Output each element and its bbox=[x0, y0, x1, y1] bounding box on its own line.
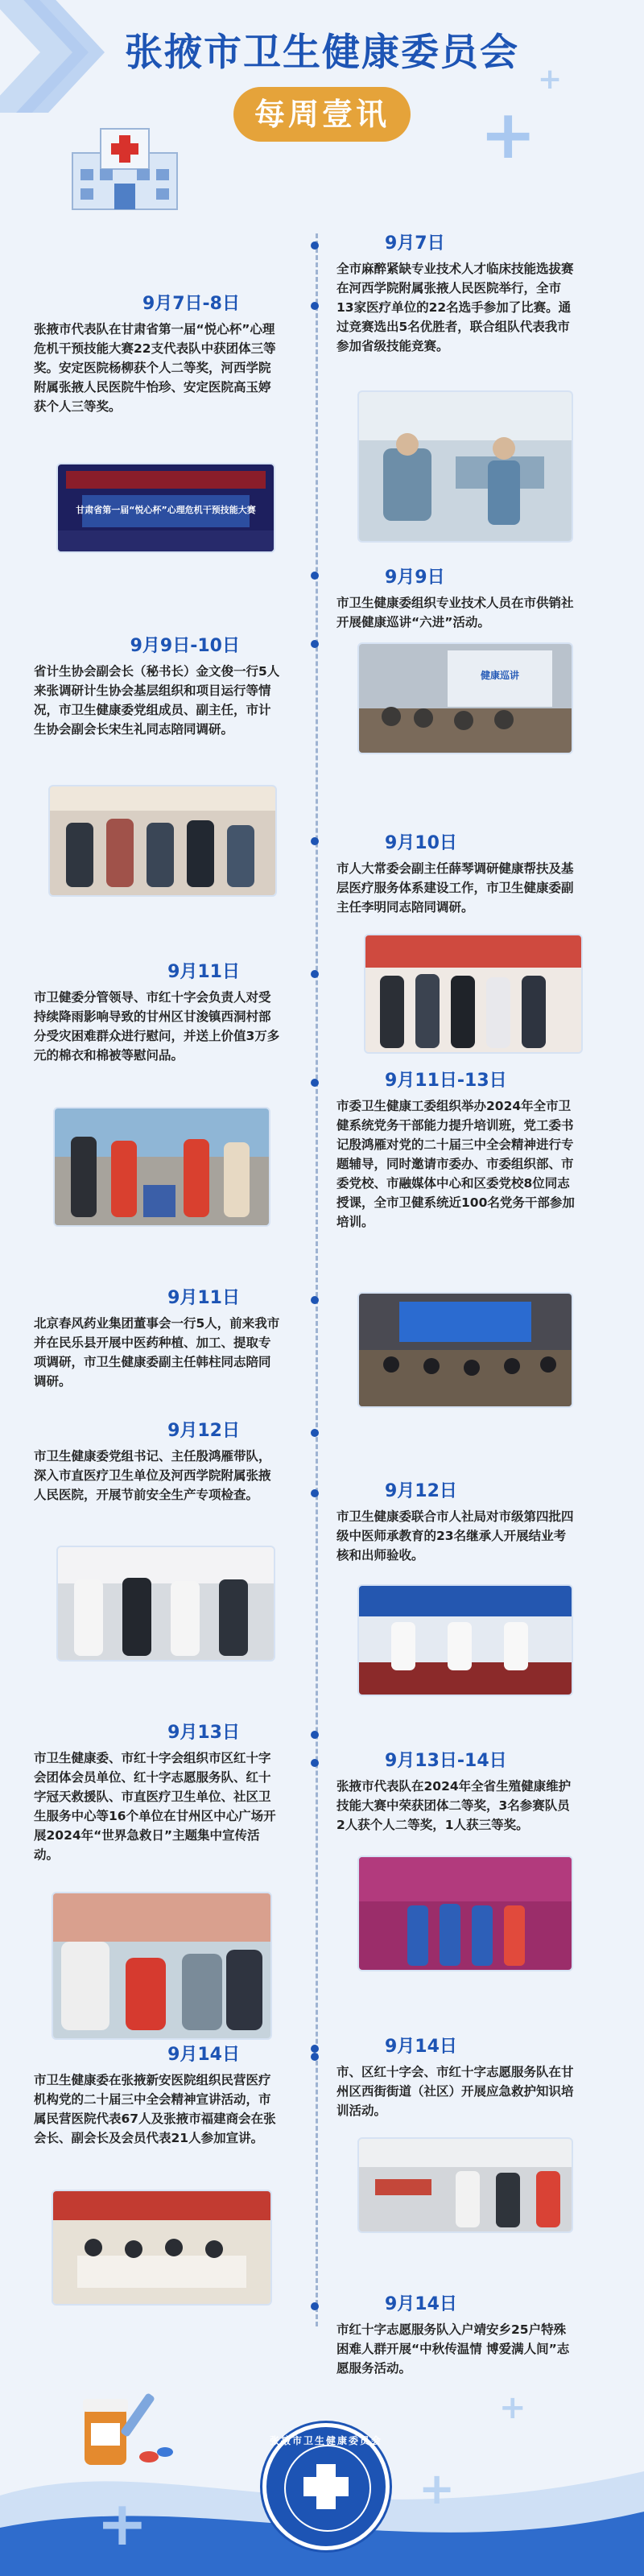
entry-text: 市红十字志愿服务队入户靖安乡25户特殊困难人群开展“中秋传温情 博爱满人间”志愿服务活动。 bbox=[336, 2322, 570, 2376]
hospital-icon bbox=[64, 121, 185, 217]
timeline-entry bbox=[34, 1719, 280, 1864]
timeline-entry bbox=[336, 2290, 578, 2378]
entry-date: 9月14日 bbox=[385, 2294, 457, 2314]
photo-npc-visit bbox=[364, 934, 583, 1054]
timeline-dot bbox=[311, 1429, 319, 1437]
entry-date: 9月9日-10日 bbox=[130, 636, 240, 656]
photo-private-hospital-lecture bbox=[52, 2190, 272, 2306]
timeline-dot bbox=[311, 1759, 319, 1767]
entry-text: 市卫生健康委组织专业技术人员在市供销社开展健康巡讲“六进”活动。 bbox=[336, 596, 574, 630]
photo-psych-contest bbox=[56, 463, 275, 553]
timeline-dot bbox=[311, 970, 319, 978]
timeline-dot bbox=[311, 2045, 319, 2053]
entry-text: 市卫生健康委、市红十字会组织市区红十字会团体会员单位、红十字志愿服务队、红十字冠天救援队、市直医疗卫生单位、社区卫生服务中心等16个单位在甘州区中心广场开展2024年“世界急救日”主题集中宣传活动。 bbox=[34, 1751, 276, 1863]
timeline-entry bbox=[336, 1747, 578, 1835]
entry-text: 市卫生健康委联合市人社局对市级第四批四级中医师承教育的23名继承人开展结业考核和出师验收。 bbox=[336, 1509, 574, 1563]
health-talk-banner: 健康巡讲 bbox=[480, 670, 519, 681]
timeline-entry bbox=[34, 1284, 280, 1391]
page-title: 张掖市卫生健康委员会 bbox=[125, 31, 519, 75]
plus-decoration-icon: + bbox=[499, 2389, 526, 2426]
entry-date: 9月12日 bbox=[167, 1421, 240, 1441]
photo-tcm-assessment bbox=[357, 1584, 573, 1696]
photo-family-planning-visit bbox=[48, 785, 277, 897]
timeline-dot bbox=[311, 1731, 319, 1739]
entry-date: 9月12日 bbox=[385, 1481, 457, 1501]
photo-health-talk bbox=[357, 642, 573, 754]
timeline-dot bbox=[311, 1296, 319, 1304]
timeline-entry bbox=[336, 1477, 578, 1565]
timeline-entry bbox=[336, 229, 578, 356]
entry-date: 9月14日 bbox=[167, 2045, 240, 2065]
timeline-entry bbox=[34, 632, 280, 739]
entry-date: 9月13日-14日 bbox=[385, 1751, 507, 1771]
timeline-entry bbox=[336, 564, 578, 632]
plus-decoration-icon: + bbox=[419, 2463, 456, 2514]
photo-relief-visit bbox=[53, 1107, 270, 1227]
psych-contest-banner: 甘肃省第一届“悦心杯”心理危机干预技能大赛 bbox=[76, 505, 256, 515]
entry-text: 市卫生健康委党组书记、主任殷鸿雁带队，深入市直医疗卫生单位及河西学院附属张掖人民医院，开展节前安全生产专项检查。 bbox=[34, 1449, 271, 1503]
timeline-dot bbox=[311, 837, 319, 845]
photo-training-class bbox=[357, 1292, 573, 1408]
entry-text: 全市麻醉紧缺专业技术人才临床技能选拔赛在河西学院附属张掖人民医院举行，全市13家医疗单位的22名选手参加了比赛。通过竞赛选出5名优胜者，联合组队代表我市参加省级技能竞赛。 bbox=[336, 262, 574, 354]
entry-text: 市卫生健康委在张掖新安医院组织民营医疗机构党的二十届三中全会精神宣讲活动，市属民营医院代表67人及张掖市福建商会在张会长、副会长及会员代表21人参加宣讲。 bbox=[34, 2073, 276, 2146]
entry-text: 市卫健委分管领导、市红十字会负责人对受持续降雨影响导致的甘州区甘浚镇西洞村部分受灾困难群众进行慰问，并送上价值3万多元的棉衣和棉被等慰问品。 bbox=[34, 990, 280, 1063]
emblem-cross-icon bbox=[303, 2477, 349, 2496]
timeline-entry bbox=[336, 1067, 578, 1232]
entry-text: 市、区红十字会、市红十字志愿服务队在甘州区西街街道（社区）开展应急救护知识培训活动。 bbox=[336, 2065, 574, 2119]
entry-date: 9月11日 bbox=[167, 962, 240, 982]
entry-text: 市委卫生健康工委组织举办2024年全市卫健系统党务干部能力提升培训班，党工委书记殷鸿雁对党的二十届三中全会精神进行专题辅导，同时邀请市委办、市委组织部、市委党校、市融媒体中心和区委党校8位同志授课，全市卫健系统近100名党务干部参加培训。 bbox=[336, 1099, 575, 1230]
timeline-dot bbox=[311, 640, 319, 648]
entry-text: 省计生协会副会长（秘书长）金文俊一行5人来张调研计生协会基层组织和项目运行等情况，市卫生健康委党组成员、副主任，市计生协会副会长宋生礼同志陪同调研。 bbox=[34, 664, 280, 737]
timeline-dot bbox=[311, 302, 319, 310]
entry-text: 市人大常委会副主任薛琴调研健康帮扶及基层医疗服务体系建设工作，市卫生健康委副主任李明同志陪同调研。 bbox=[336, 861, 574, 915]
timeline-dot bbox=[311, 1079, 319, 1087]
entry-text: 北京春风药业集团董事会一行5人，前来我市并在民乐县开展中医药种植、加工、提取专项调研，市卫生健康委副主任韩柱同志陪同调研。 bbox=[34, 1316, 280, 1389]
photo-first-aid-day bbox=[52, 1892, 272, 2040]
medicine-bottle-icon bbox=[76, 2383, 181, 2471]
entry-date: 9月7日 bbox=[385, 233, 445, 254]
page-subtitle: 每周壹讯 bbox=[233, 87, 411, 142]
timeline-dot bbox=[311, 572, 319, 580]
timeline-entry bbox=[336, 2033, 578, 2120]
entry-text: 张掖市代表队在2024年全省生殖健康维护技能大赛中荣获团体二等奖，3名参赛队员2人获个人二等奖，1人获三等奖。 bbox=[336, 1779, 572, 1833]
entry-date: 9月7日-8日 bbox=[142, 294, 240, 314]
timeline-spine bbox=[316, 233, 318, 2326]
photo-safety-inspection bbox=[56, 1546, 275, 1662]
commission-emblem bbox=[262, 2423, 390, 2550]
timeline-entry bbox=[34, 290, 280, 416]
timeline-entry bbox=[34, 958, 280, 1065]
timeline-entry bbox=[34, 2041, 280, 2148]
timeline-dot bbox=[311, 2302, 319, 2310]
plus-decoration-icon: + bbox=[97, 2487, 148, 2559]
entry-date: 9月10日 bbox=[385, 833, 457, 853]
photo-medical-contest bbox=[357, 390, 573, 543]
photo-first-aid-training bbox=[357, 2137, 573, 2233]
photo-reproductive-contest bbox=[357, 1856, 573, 1971]
plus-decoration-icon: + bbox=[538, 63, 563, 96]
entry-date: 9月11日-13日 bbox=[385, 1071, 507, 1091]
entry-text: 张掖市代表队在甘肃省第一届“悦心杯”心理危机干预技能大赛22支代表队中获团体三等奖。安定医院杨柳获个人二等奖，河西学院附属张掖人民医院牛怡珍、安定医院高玉婷获个人三等奖。 bbox=[34, 322, 276, 415]
timeline-dot bbox=[311, 242, 319, 250]
entry-date: 9月9日 bbox=[385, 568, 445, 588]
entry-date: 9月11日 bbox=[167, 1288, 240, 1308]
timeline-dot bbox=[311, 2053, 319, 2061]
timeline-entry bbox=[336, 829, 578, 917]
timeline-dot bbox=[311, 1489, 319, 1497]
plus-decoration-icon: + bbox=[480, 95, 537, 174]
entry-date: 9月14日 bbox=[385, 2037, 457, 2057]
emblem-text: 张掖市卫生健康委员会 bbox=[269, 2435, 382, 2446]
timeline-entry bbox=[34, 1417, 280, 1505]
entry-date: 9月13日 bbox=[167, 1723, 240, 1743]
